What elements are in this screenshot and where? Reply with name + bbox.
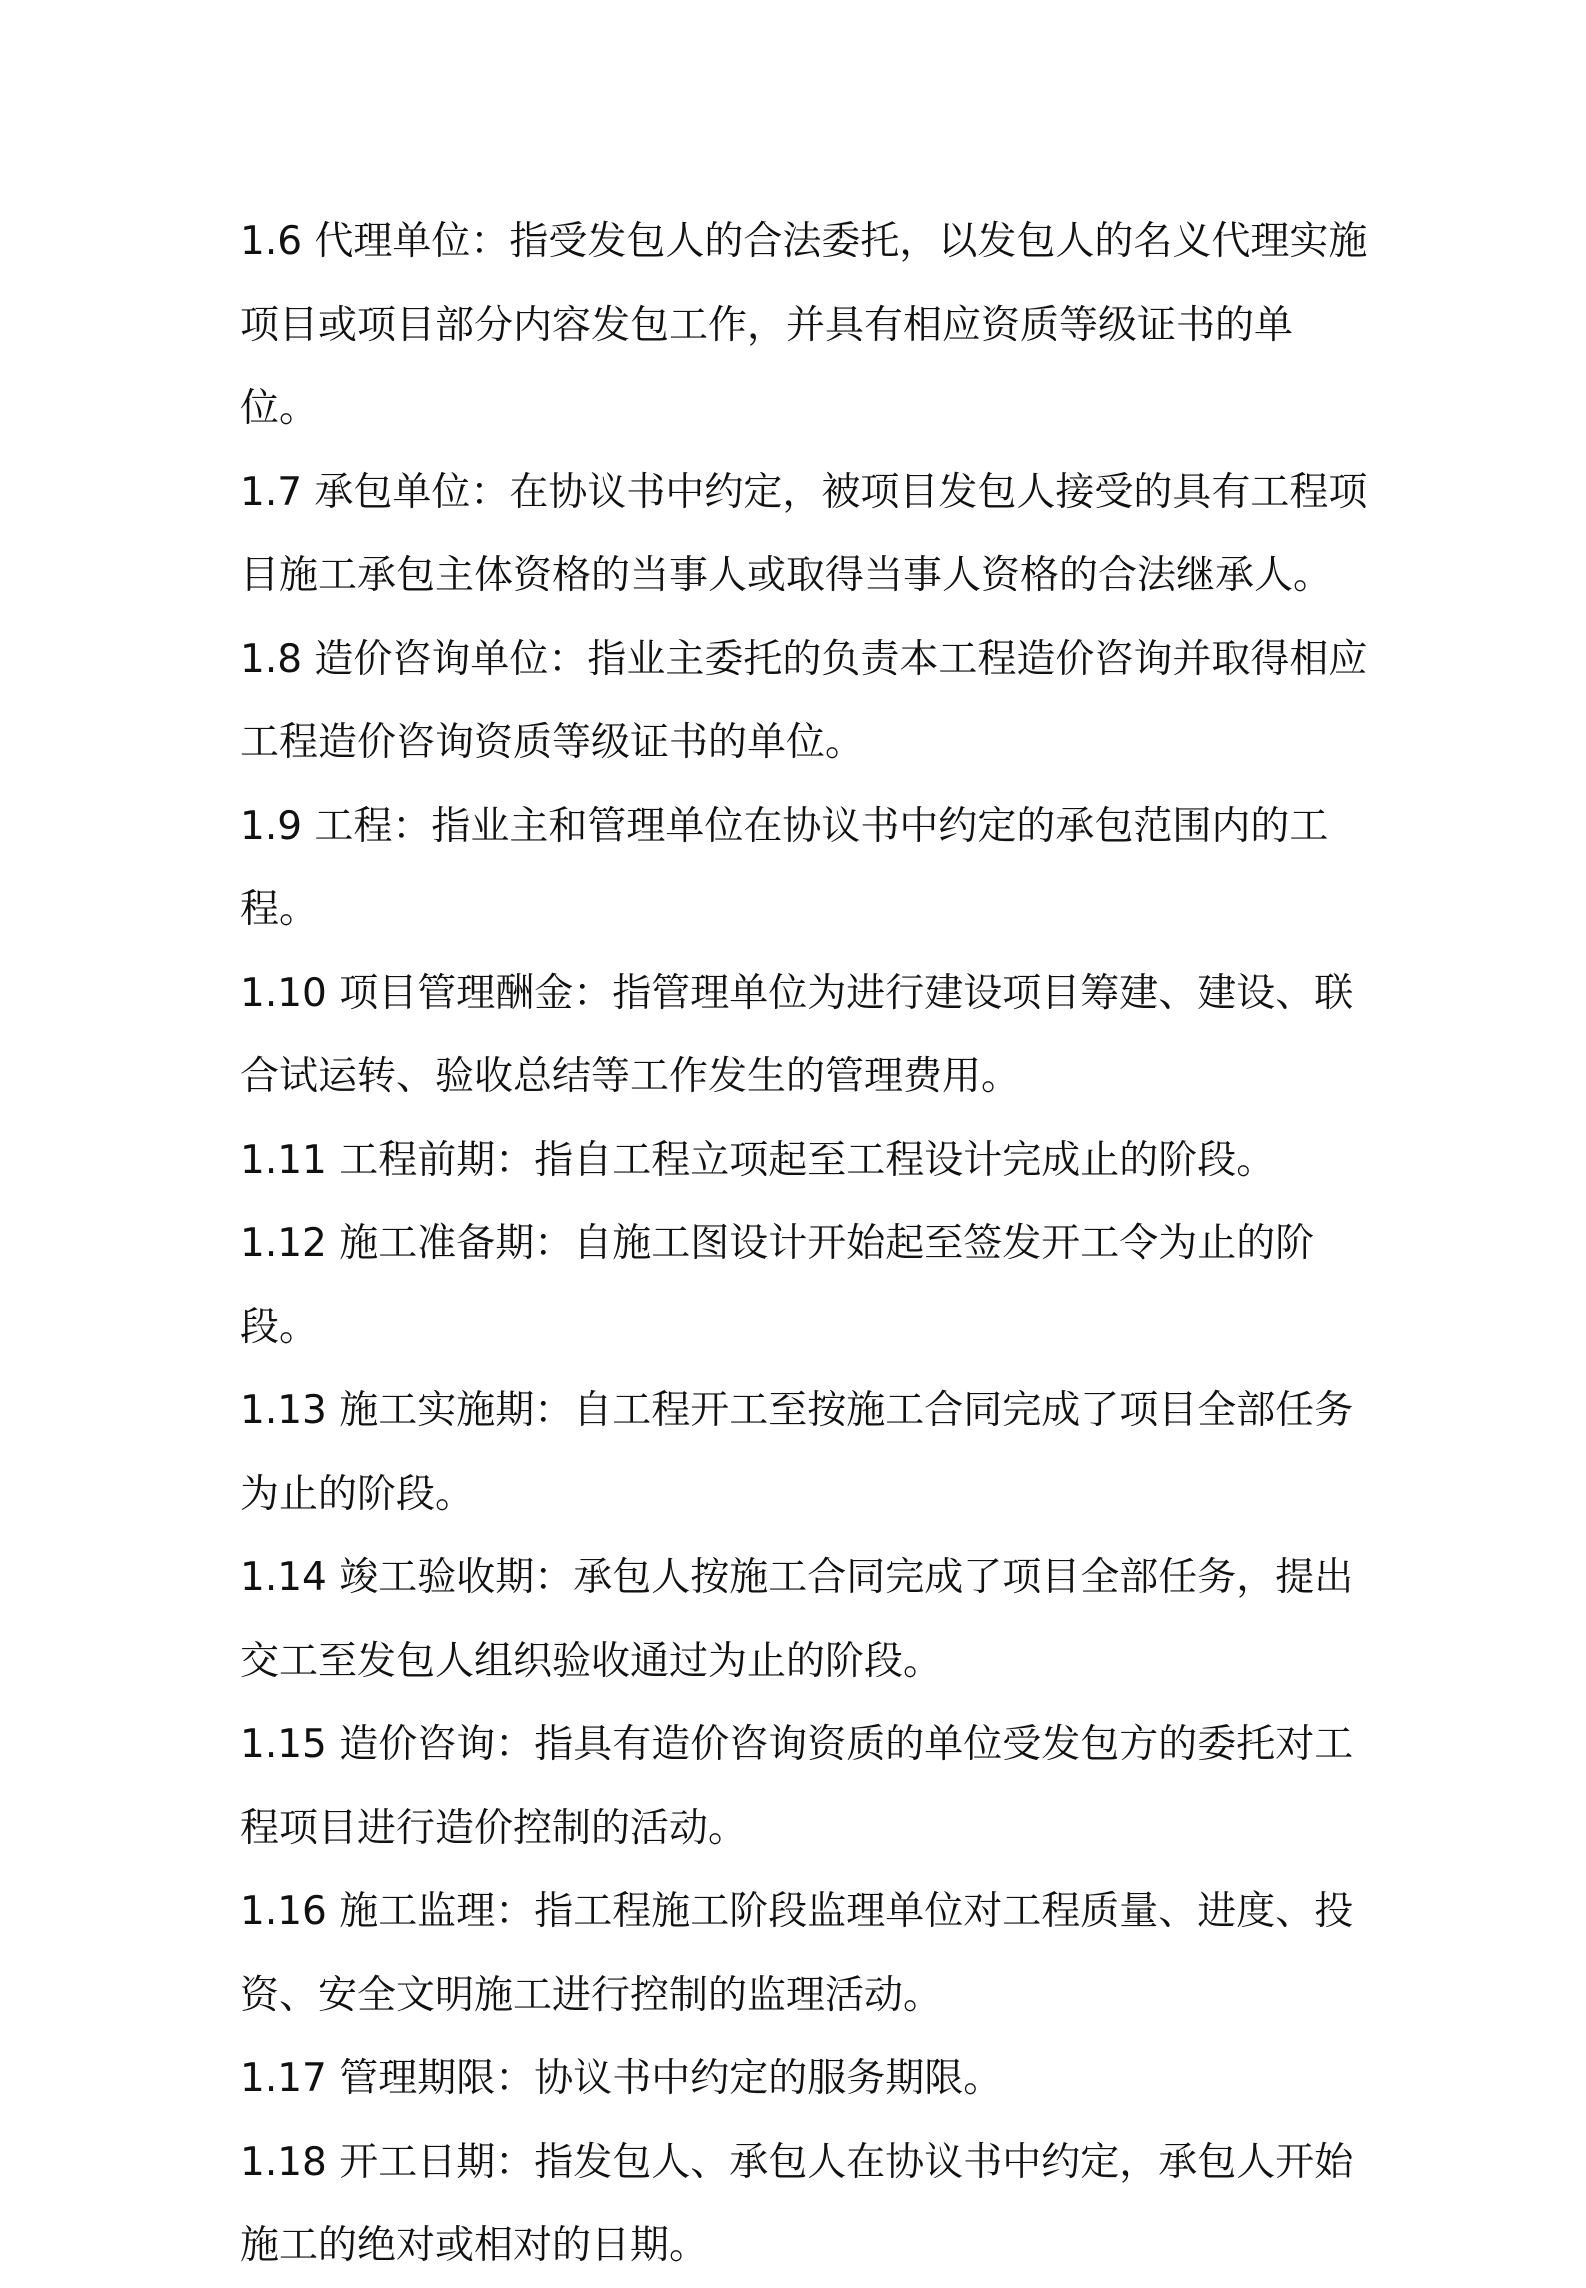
clause-1-12: 1.12 施工准备期：自施工图设计开始起至签发开工令为止的阶段。 xyxy=(240,1221,1315,1350)
clause-1-15: 1.15 造价咨询：指具有造价咨询资质的单位受发包方的委托对工程项目进行造价控制的活动。 xyxy=(240,1722,1354,1851)
clause-1-8: 1.8 造价咨询单位：指业主委托的负责本工程造价咨询并取得相应工程造价咨询资质等级证书的单位。 xyxy=(240,636,1368,765)
clause-1-16: 1.16 施工监理：指工程施工阶段监理单位对工程质量、进度、投资、安全文明施工进行控制的监理活动。 xyxy=(240,1889,1354,2018)
clause-1-11: 1.11 工程前期：指自工程立项起至工程设计完成止的阶段。 xyxy=(240,1137,1276,1183)
clause-1-7: 1.7 承包单位：在协议书中约定，被项目发包人接受的具有工程项目施工承包主体资格的当事人或取得当事人资格的合法继承人。 xyxy=(240,469,1368,598)
document-body xyxy=(240,200,1370,2288)
clause-1-6: 1.6 代理单位：指受发包人的合法委托，以发包人的名义代理实施项目或项目部分内容发包工作，并具有相应资质等级证书的单位。 xyxy=(240,219,1368,431)
clause-1-10: 1.10 项目管理酬金：指管理单位为进行建设项目筹建、建设、联合试运转、验收总结等工作发生的管理费用。 xyxy=(240,970,1354,1099)
clause-1-13: 1.13 施工实施期：自工程开工至按施工合同完成了项目全部任务为止的阶段。 xyxy=(240,1388,1354,1517)
clause-1-17: 1.17 管理期限：协议书中约定的服务期限。 xyxy=(240,2056,1003,2101)
clause-1-18: 1.18 开工日期：指发包人、承包人在协议书中约定，承包人开始施工的绝对或相对的日期。 xyxy=(240,2139,1354,2268)
clause-1-9: 1.9 工程：指业主和管理单位在协议书中约定的承包范围内的工程。 xyxy=(240,803,1329,932)
clause-1-14: 1.14 竣工验收期：承包人按施工合同完成了项目全部任务，提出交工至发包人组织验收通过为止的阶段。 xyxy=(240,1555,1354,1684)
